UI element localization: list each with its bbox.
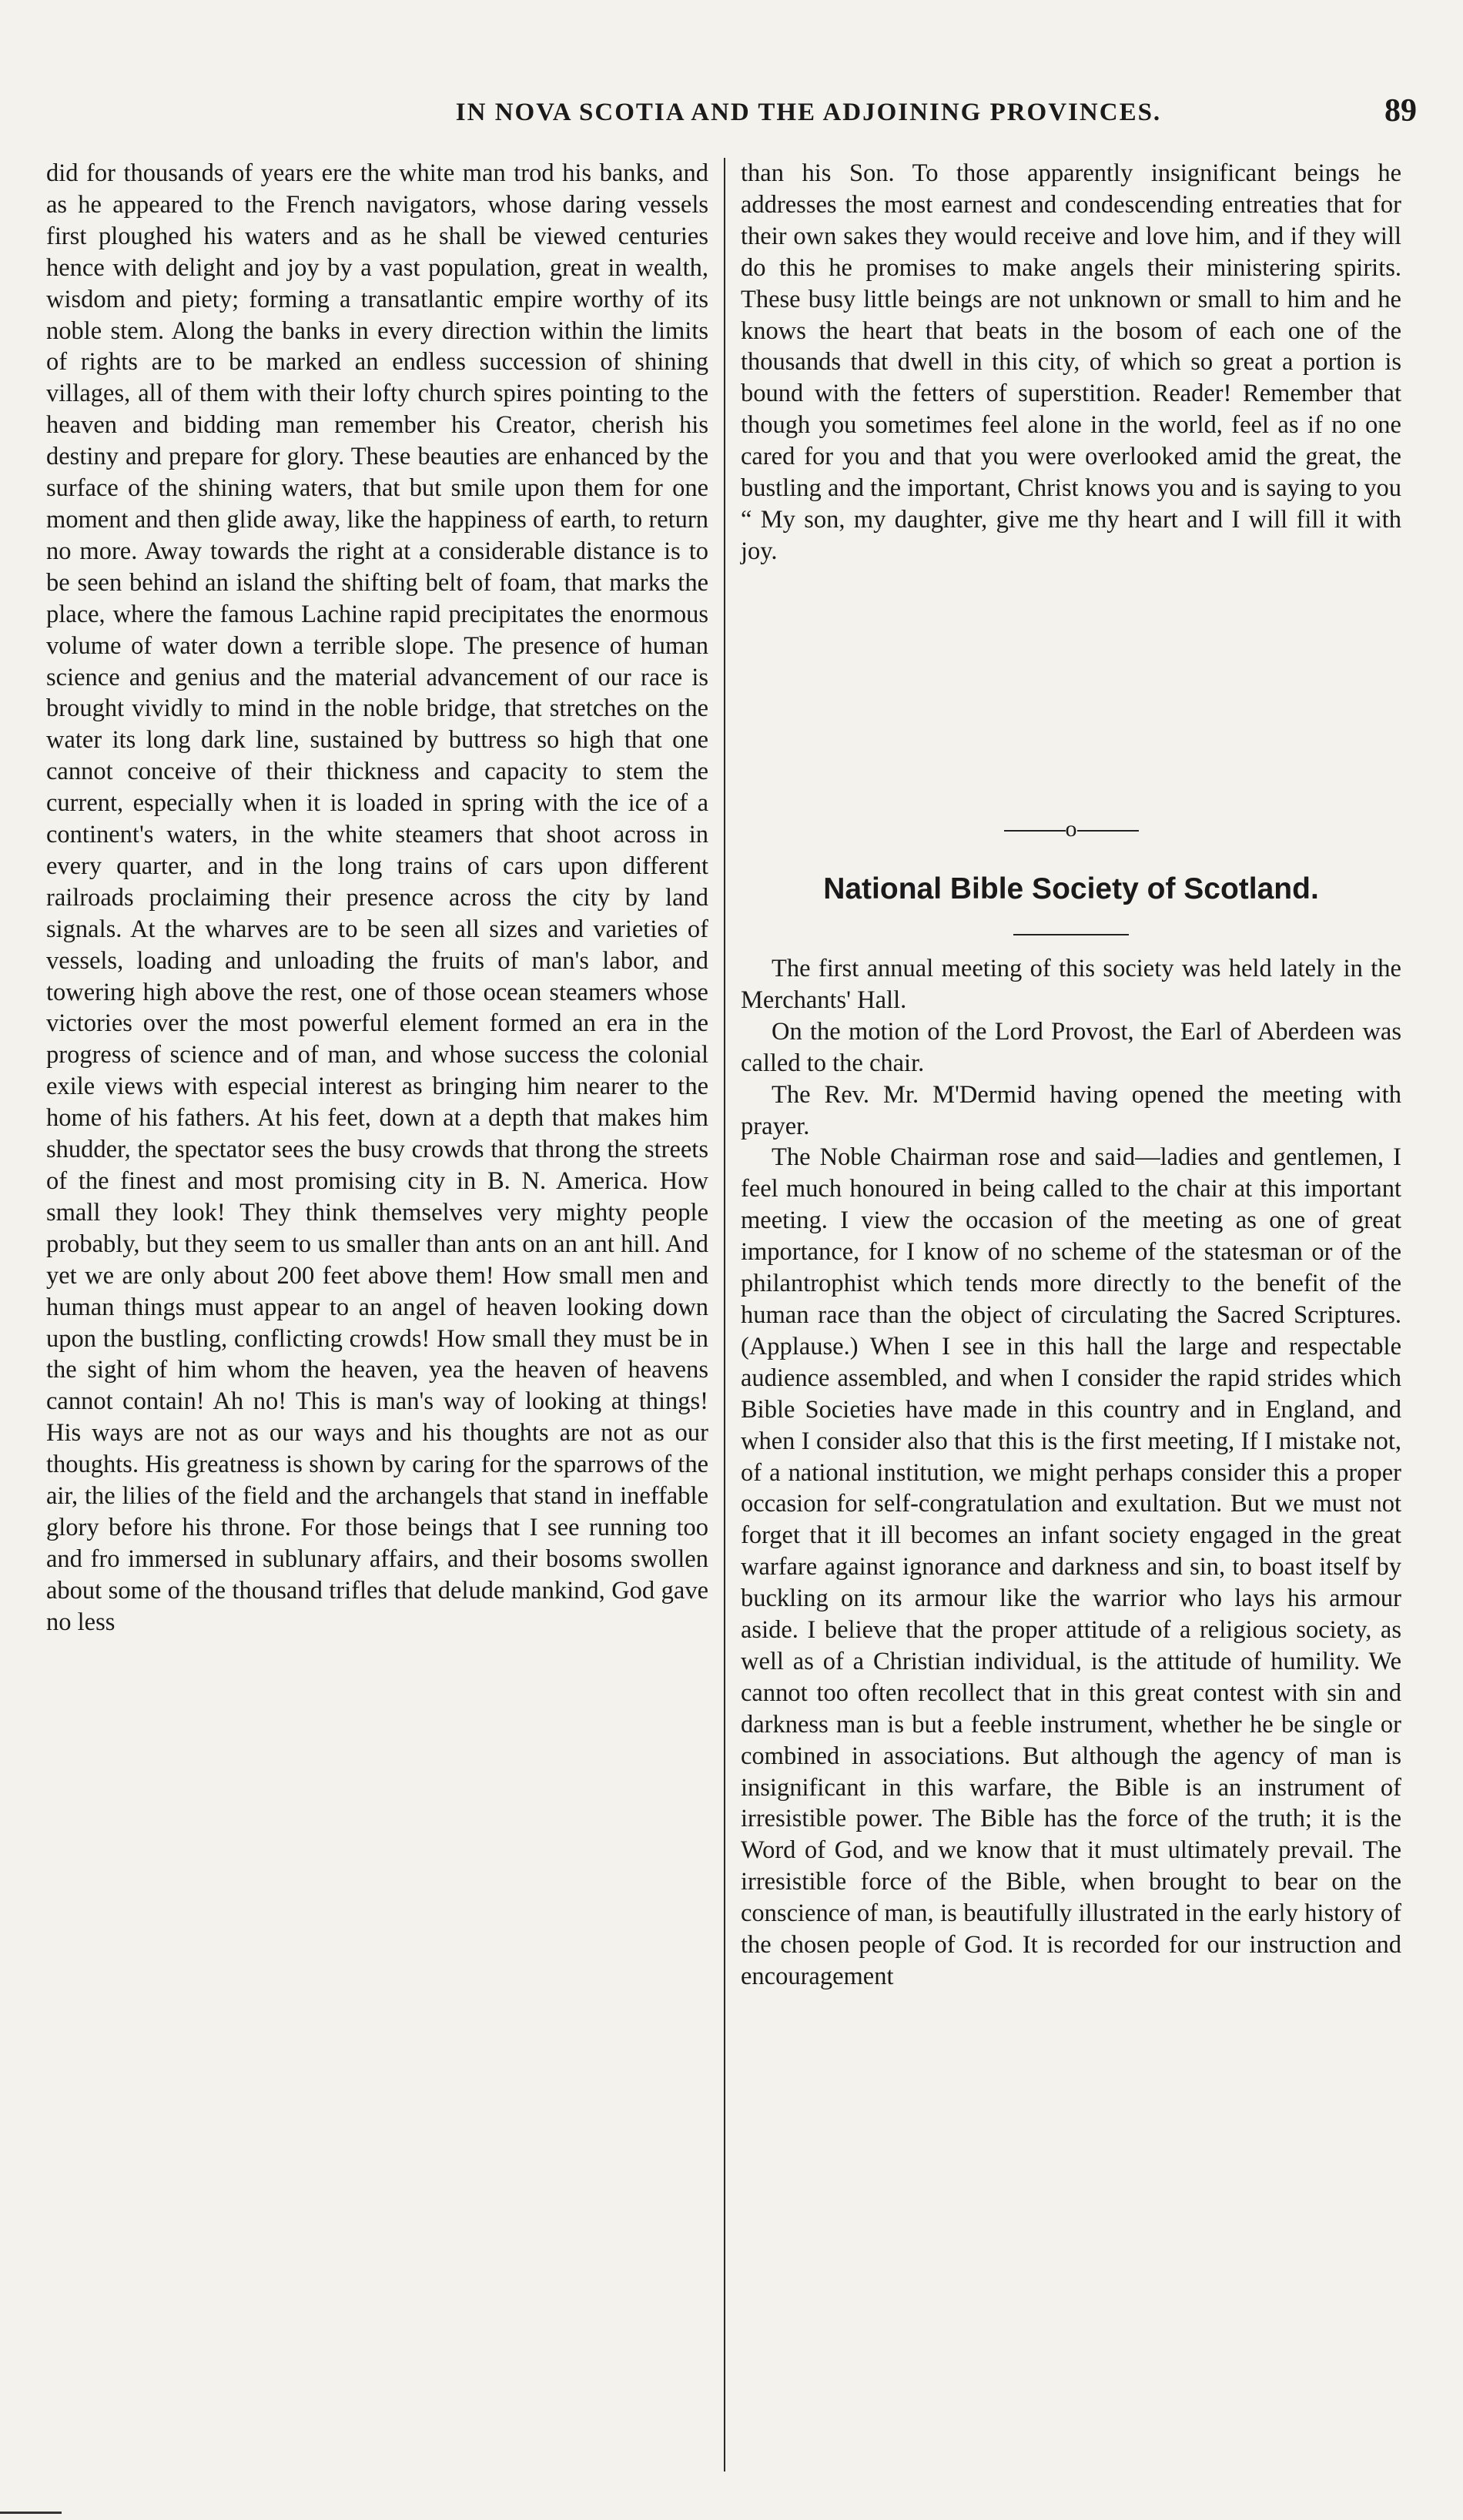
article-paragraph: On the motion of the Lord Provost, the Earl of Aberdeen was called to the chair. [741, 1017, 1401, 1077]
right-column-top [741, 158, 1401, 567]
running-head: IN NOVA SCOTIA AND THE ADJOINING PROVINCES. [455, 99, 1162, 126]
page-number: 89 [1384, 93, 1417, 129]
ornament-dash-left [1004, 830, 1066, 832]
page-edge-mark [0, 2512, 62, 2514]
page-header [46, 93, 1417, 145]
left-column [46, 158, 708, 1638]
section-title: National Bible Society of Scotland. [823, 872, 1319, 905]
section-ornament [741, 818, 1401, 841]
article-paragraph: The Noble Chairman rose and said—ladies and gentlemen, I feel much honoured in being called to the chair at this important meeting. I view the occasion of the meeting as one of great importance, for I know of no scheme of the statesman or of the philantrophist which tends more directly to the benefit of the human race than the object of circulating the Sacred Scriptures. (Applause.) When I see in this hall the large and respectable audience assembled, and when I consider the rapid strides which Bible Societies have made in this country and in England, and when I consider also that this is the first meeting, If I mistake not, of a national institution, we might perhaps consider this a proper occasion for self-congratulation and exultation. But we must not forget that it ill becomes an infant society engaged in the great warfare against ignorance and darkness and sin, to boast itself by buckling on its armour like the warrior who lays his armour aside. I believe that the proper attitude of a religious society, as well as of a Christian individual, is the attitude of humility. We cannot too often recollect that in this great contest with sin and darkness man is but a feeble instrument, whether he be single or combined in associations. But although the agency of man is insignificant in this warfare, the Bible is an instrument of irresistible power. The Bible has the force of the truth; it is the Word of God, and we know that it must ultimately prevail. The irresistible force of the Bible, when brought to bear on the conscience of man, is beautifully illustrated in the early history of the chosen people of God. It is recorded for our instruction and encouragement [741, 1143, 1401, 1990]
left-paragraph-1: did for thousands of years ere the white man trod his banks, and as he appeared to the French navigators, whose daring vessels first ploughed his waters and as he shall be viewed centuries hence with delight and joy by a vast population, great in wealth, wisdom and piety; forming a transatlantic empire worthy of its noble stem. Along the banks in every direction within the limits of rights are to be marked an endless succession of shining villages, all of them with their lofty church spires pointing to the heaven and bidding man remember his Creator, cherish his destiny and prepare for glory. These beauties are enhanced by the surface of the shining waters, that but smile upon them for one moment and then glide away, like the happiness of earth, to return no more. Away towards the right at a considerable distance is to be seen behind an island the shifting belt of foam, that marks the place, where the famous Lachine rapid precipitates the enormous volume of water down a terrible slope. The presence of human science and genius and the material advancement of our race is brought vividly to mind in the noble bridge, that stretches on the water its long dark line, sustained by buttress so high that one cannot conceive of their thickness and capacity to stem the current, especially when it is loaded in spring with the ice of a continent's waters, in the white steamers that shoot across in every quarter, and in the long trains of cars upon different railroads proclaiming their presence across the city by land signals. At the wharves are to be seen all sizes and varieties of vessels, loading and unloading the fruits of man's labor, and towering high above the rest, one of those ocean steamers whose victories over the most powerful element formed an era in the progress of science and of man, and whose success the colonial exile views with especial interest as bringing him nearer to the home of his fathers. At his feet, down at a depth that makes him shudder, the spectator sees the busy crowds that throng the streets of the finest and most promising city in B. N. America. How small they look! They think themselves very mighty people probably, but they seem to us smaller than ants on an ant hill. And yet we are only about 200 feet above them! How small men and human things must appear to an angel of heaven looking down upon the bustling, conflicting crowds! How small they must be in the sight of him whom the heaven, yea the heaven of heavens cannot contain! Ah no! This is man's way of looking at things! His ways are not as our ways and his thoughts are not as our thoughts. His greatness is shown by caring for the sparrows of the air, the lilies of the field and the archangels that stand in ineffable glory before his throne. For those beings that I see running too and fro immersed in sublunary affairs, and their bosoms swollen about some of the thousand trifles that delude mankind, God gave no less [46, 159, 708, 1636]
article-paragraph: The first annual meeting of this society was held lately in the Merchants' Hall. [741, 955, 1401, 1014]
article-paragraph: The Rev. Mr. M'Dermid having opened the meeting with prayer. [741, 1080, 1401, 1140]
right-column-article [741, 953, 1401, 1993]
ornament-mark: o [1065, 816, 1077, 842]
title-rule [1013, 934, 1129, 935]
column-divider [724, 158, 725, 2471]
right-paragraph-1: than his Son. To those apparently insignificant beings he addresses the most earnest and condescending entreaties that for their own sakes they would receive and love him, and if they will do this he promises to make angels their ministering spirits. These busy little beings are not unknown or small to him and he knows the heart that beats in the bosom of each one of the thousands that dwell in this city, of which so great a portion is bound with the fetters of superstition. Reader! Remember that though you sometimes feel alone in the world, feel as if no one cared for you and that you were overlooked amid the great, the bustling and the important, Christ knows you and is saying to you “ My son, my daughter, give me thy heart and I will fill it with joy. [741, 159, 1401, 565]
ornament-dash-right [1077, 830, 1139, 832]
